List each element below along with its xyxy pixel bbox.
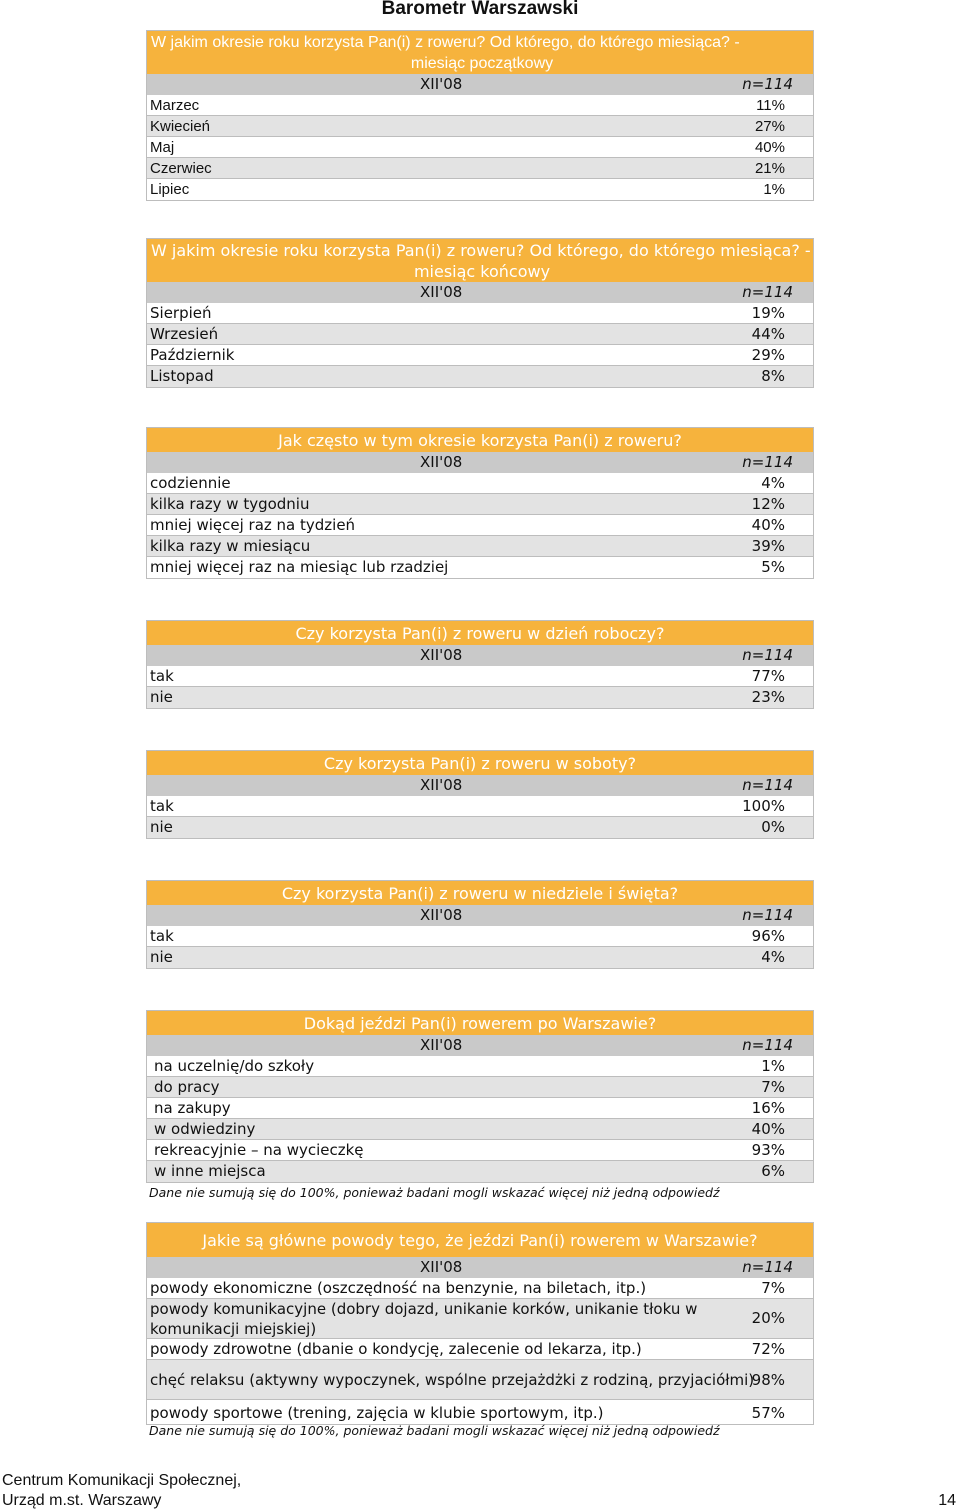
row-label: tak	[150, 667, 174, 685]
footer-line1: Centrum Komunikacji Społecznej,	[2, 1472, 242, 1489]
wave-label: XII'08	[420, 1258, 463, 1276]
row-value: 4%	[761, 948, 785, 966]
question-text: Jak często w tym okresie korzysta Pan(i) z roweru?	[278, 431, 682, 450]
row-label: do pracy	[154, 1078, 220, 1096]
sample-size: n=114	[742, 1258, 793, 1276]
question-header	[147, 881, 813, 905]
table-row	[147, 116, 813, 137]
table-workday	[146, 620, 814, 709]
question-text-line2: miesiąc początkowy	[410, 55, 554, 72]
row-value: 44%	[751, 325, 785, 343]
question-header	[147, 428, 813, 452]
sample-size: n=114	[742, 453, 793, 471]
row-label: kilka razy w tygodniu	[150, 495, 310, 513]
table-row	[147, 1299, 813, 1339]
column-header	[147, 905, 813, 926]
wave-label: XII'08	[420, 75, 463, 93]
row-value: 21%	[754, 160, 785, 177]
table-row	[147, 515, 813, 536]
wave-label: XII'08	[420, 776, 463, 794]
table-row	[147, 158, 813, 179]
table-row	[147, 95, 813, 116]
question-text: Jakie są główne powody tego, że jeździ Pan(i) rowerem w Warszawie?	[202, 1231, 758, 1250]
table-row	[147, 345, 813, 366]
sample-size: n=114	[742, 646, 793, 664]
row-value: 77%	[751, 667, 785, 685]
page-number: 14	[938, 1492, 956, 1509]
row-value: 57%	[751, 1404, 785, 1422]
row-value: 7%	[761, 1078, 785, 1096]
row-label: nie	[150, 948, 173, 966]
row-value: 7%	[761, 1279, 785, 1297]
row-label: powody sportowe (trening, zajęcia w klubie sportowym, itp.)	[150, 1404, 604, 1422]
table-start-month	[146, 30, 814, 201]
footnote: Dane nie sumują się do 100%, ponieważ badani mogli wskazać więcej niż jedną odpowiedź	[149, 1423, 720, 1438]
question-text: Czy korzysta Pan(i) z roweru w dzień roboczy?	[295, 624, 665, 643]
row-label: na uczelnię/do szkoły	[154, 1057, 315, 1075]
table-row	[147, 817, 813, 838]
column-header	[147, 1257, 813, 1278]
row-label: tak	[150, 797, 174, 815]
wave-label: XII'08	[420, 283, 463, 301]
row-value: 1%	[761, 1057, 785, 1075]
row-value: 40%	[751, 1120, 785, 1138]
table-row	[147, 1278, 813, 1299]
row-label: w inne miejsca	[154, 1162, 266, 1180]
row-label: codziennie	[150, 474, 231, 492]
column-header	[147, 452, 813, 473]
wave-label: XII'08	[420, 453, 463, 471]
row-label: Marzec	[150, 97, 200, 114]
question-text: Czy korzysta Pan(i) z roweru w soboty?	[323, 754, 637, 773]
row-value: 40%	[751, 516, 785, 534]
table-frequency	[146, 427, 814, 579]
wave-label: XII'08	[420, 1036, 463, 1054]
table-row	[147, 1119, 813, 1140]
row-label: w odwiedziny	[154, 1120, 256, 1138]
row-value: 40%	[754, 139, 785, 156]
row-label: Lipiec	[150, 181, 190, 198]
table-end-month	[146, 238, 814, 388]
question-header	[147, 1011, 813, 1035]
row-label: Wrzesień	[150, 325, 219, 343]
row-value: 29%	[751, 346, 785, 364]
row-label: mniej więcej raz na tydzień	[150, 516, 356, 534]
row-value: 16%	[751, 1099, 785, 1117]
row-value: 93%	[751, 1141, 785, 1159]
row-value: 11%	[756, 97, 785, 114]
table-row	[147, 366, 813, 387]
row-label: Maj	[150, 139, 175, 156]
row-value: 6%	[761, 1162, 785, 1180]
table-row	[147, 796, 813, 817]
table-row	[147, 1360, 813, 1400]
footer-organization	[2, 1471, 241, 1511]
row-value: 8%	[761, 367, 785, 385]
sample-size: n=114	[742, 906, 793, 924]
table-row	[147, 536, 813, 557]
sample-size: n=114	[742, 283, 793, 301]
sample-size: n=114	[742, 1036, 793, 1054]
row-label: Sierpień	[150, 304, 212, 322]
question-text: W jakim okresie roku korzysta Pan(i) z roweru? Od którego, do którego miesiąca? -	[151, 34, 740, 51]
table-row	[147, 1339, 813, 1360]
column-header	[147, 775, 813, 796]
question-header	[147, 31, 813, 74]
wave-label: XII'08	[420, 646, 463, 664]
question-text: Czy korzysta Pan(i) z roweru w niedziele i święta?	[281, 884, 679, 903]
table-row	[147, 494, 813, 515]
table-row	[147, 687, 813, 708]
row-label: tak	[150, 927, 174, 945]
table-row	[147, 1400, 813, 1424]
column-header	[147, 282, 813, 303]
table-row	[147, 666, 813, 687]
column-header	[147, 1035, 813, 1056]
table-row	[147, 137, 813, 158]
table-destinations	[146, 1010, 814, 1183]
question-header	[147, 751, 813, 775]
footer-line2: Urząd m.st. Warszawy	[2, 1492, 162, 1509]
question-header	[147, 1223, 813, 1257]
table-row	[147, 1098, 813, 1119]
row-value: 20%	[751, 1309, 785, 1327]
question-header	[147, 621, 813, 645]
row-label: Kwiecień	[150, 118, 211, 135]
row-value: 12%	[751, 495, 785, 513]
row-value: 98%	[751, 1371, 785, 1389]
row-value: 100%	[742, 797, 785, 815]
table-row	[147, 324, 813, 345]
row-label: nie	[150, 688, 173, 706]
table-row	[147, 1161, 813, 1182]
page-title: Barometr Warszawski	[381, 0, 579, 19]
row-value: 1%	[763, 181, 785, 198]
table-row	[147, 557, 813, 578]
column-header	[147, 74, 813, 95]
row-label: chęć relaksu (aktywny wypoczynek, wspólne przejażdżki z rodziną, przyjaciółmi)	[150, 1371, 755, 1389]
column-header	[147, 645, 813, 666]
table-sunday	[146, 880, 814, 969]
row-value: 4%	[761, 474, 785, 492]
row-label: rekreacyjnie – na wycieczkę	[154, 1141, 364, 1159]
table-reasons	[146, 1222, 814, 1425]
table-row	[147, 926, 813, 947]
row-label: mniej więcej raz na miesiąc lub rzadziej	[150, 558, 449, 576]
row-label: Czerwiec	[150, 160, 212, 177]
table-row	[147, 303, 813, 324]
row-value: 72%	[751, 1340, 785, 1358]
sample-size: n=114	[742, 776, 793, 794]
row-label: Listopad	[150, 367, 214, 385]
table-row	[147, 1140, 813, 1161]
table-row	[147, 1056, 813, 1077]
row-value: 0%	[761, 818, 785, 836]
table-row	[147, 1077, 813, 1098]
row-label: powody komunikacyjne (dobry dojazd, unikanie korków, unikanie tłoku w komunikacji miejskiej)	[150, 1300, 698, 1338]
table-saturday	[146, 750, 814, 839]
footnote: Dane nie sumują się do 100%, ponieważ badani mogli wskazać więcej niż jedną odpowiedź	[149, 1185, 720, 1200]
row-label: Październik	[150, 346, 235, 364]
question-text-line2: miesiąc końcowy	[413, 262, 551, 281]
row-label: powody zdrowotne (dbanie o kondycję, zalecenie od lekarza, itp.)	[150, 1340, 642, 1358]
table-row	[147, 947, 813, 968]
sample-size: n=114	[742, 75, 793, 93]
question-text: Dokąd jeździ Pan(i) rowerem po Warszawie?	[303, 1014, 657, 1033]
row-value: 23%	[751, 688, 785, 706]
row-value: 96%	[751, 927, 785, 945]
row-label: powody ekonomiczne (oszczędność na benzynie, na biletach, itp.)	[150, 1279, 647, 1297]
row-label: nie	[150, 818, 173, 836]
question-header	[147, 239, 813, 282]
row-value: 5%	[761, 558, 785, 576]
row-value: 39%	[751, 537, 785, 555]
table-row	[147, 179, 813, 200]
row-label: kilka razy w miesiącu	[150, 537, 311, 555]
table-row	[147, 473, 813, 494]
wave-label: XII'08	[420, 906, 463, 924]
question-text: W jakim okresie roku korzysta Pan(i) z roweru? Od którego, do którego miesiąca? -	[151, 241, 811, 260]
row-label: na zakupy	[154, 1099, 231, 1117]
row-value: 27%	[754, 118, 785, 135]
row-value: 19%	[751, 304, 785, 322]
